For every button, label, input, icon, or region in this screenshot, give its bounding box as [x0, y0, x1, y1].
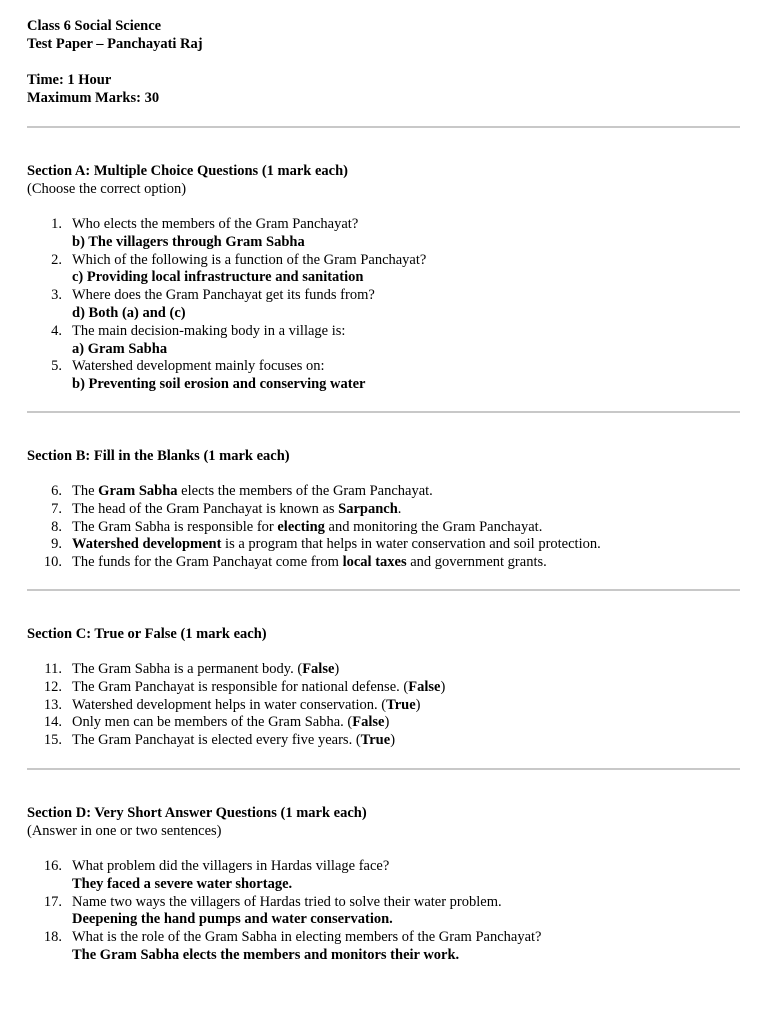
list-item	[27, 287, 740, 323]
statement-text: Watershed development helps in water conservation. (	[72, 696, 387, 713]
section-b	[27, 447, 740, 572]
true-false-answer: True	[386, 696, 416, 713]
section-a-note: (Choose the correct option)	[27, 181, 187, 197]
list-item	[27, 536, 740, 554]
item-number: 8.	[51, 518, 62, 535]
blank-answer: electing	[277, 518, 325, 535]
section-c-list	[27, 661, 740, 750]
list-item	[27, 929, 740, 965]
statement-text: The Gram Panchayat is elected every five years. (	[72, 732, 361, 749]
paper-header	[27, 17, 740, 107]
closing-paren: )	[384, 714, 390, 731]
list-item	[27, 216, 740, 252]
list-item	[27, 894, 740, 930]
section-c	[27, 625, 740, 750]
item-number: 3.	[51, 287, 62, 304]
sentence-end: is a program that helps in water conservation and soil protection.	[221, 536, 601, 553]
list-item	[27, 358, 740, 394]
closing-paren: )	[390, 732, 396, 749]
item-number: 5.	[51, 358, 62, 375]
true-false-answer: False	[352, 714, 385, 731]
list-item	[27, 714, 740, 732]
closing-paren: )	[440, 678, 446, 695]
blank-answer: local taxes	[342, 554, 407, 571]
statement-text: Only men can be members of the Gram Sabha. (	[72, 714, 353, 731]
marks-label: Maximum Marks: 30	[27, 90, 160, 106]
answer-text: a) Gram Sabha	[72, 340, 168, 357]
class-title: Class 6 Social Science	[27, 18, 162, 34]
blank-answer: Sarpanch	[338, 500, 398, 517]
sentence-start: The funds for the Gram Panchayat come from	[72, 554, 343, 571]
item-number: 18.	[43, 929, 62, 946]
answer-text: d) Both (a) and (c)	[72, 304, 186, 321]
answer-text: b) Preventing soil erosion and conserving water	[72, 376, 366, 393]
list-item	[27, 323, 740, 359]
question-text: What problem did the villagers in Hardas village face?	[72, 857, 390, 874]
item-number: 10.	[43, 554, 62, 571]
item-number: 2.	[51, 251, 62, 268]
item-number: 11.	[44, 660, 62, 677]
question-text: Where does the Gram Panchayat get its funds from?	[72, 287, 375, 304]
answer-text: The Gram Sabha elects the members and monitors their work.	[72, 946, 460, 963]
list-item	[27, 661, 740, 679]
section-c-title: Section C: True or False (1 mark each)	[27, 625, 267, 642]
sentence-end: and monitoring the Gram Panchayat.	[324, 518, 543, 535]
item-number: 1.	[51, 216, 62, 232]
question-text: Who elects the members of the Gram Panchayat?	[72, 216, 359, 232]
list-item	[27, 252, 740, 288]
closing-paren: )	[415, 696, 421, 713]
section-a	[27, 162, 740, 394]
question-text: Which of the following is a function of the Gram Panchayat?	[72, 251, 427, 268]
answer-text: They faced a severe water shortage.	[72, 875, 293, 892]
item-number: 13.	[43, 696, 62, 713]
statement-text: The Gram Panchayat is responsible for national defense. (	[72, 678, 409, 695]
answer-text: b) The villagers through Gram Sabha	[72, 233, 305, 250]
question-text: The main decision-making body in a village is:	[72, 322, 346, 339]
list-item	[27, 554, 740, 572]
list-item	[27, 732, 740, 750]
question-text: Name two ways the villagers of Hardas tried to solve their water problem.	[72, 893, 502, 910]
section-d-note: (Answer in one or two sentences)	[27, 822, 222, 839]
sentence-start: The head of the Gram Panchayat is known as	[72, 500, 339, 517]
true-false-answer: False	[408, 678, 441, 695]
item-number: 14.	[43, 714, 62, 731]
item-number: 15.	[43, 732, 62, 749]
item-number: 7.	[51, 500, 62, 517]
answer-text: c) Providing local infrastructure and sanitation	[72, 269, 364, 286]
blank-answer: Gram Sabha	[98, 482, 178, 499]
true-false-answer: False	[302, 660, 335, 677]
statement-text: The Gram Sabha is a permanent body. (	[72, 660, 303, 677]
list-item	[27, 697, 740, 715]
sentence-end: .	[397, 500, 402, 517]
item-number: 16.	[43, 857, 62, 874]
list-item	[27, 519, 740, 537]
section-b-title: Section B: Fill in the Blanks (1 mark each)	[27, 447, 290, 464]
list-item	[27, 501, 740, 519]
list-item	[27, 858, 740, 894]
time-label: Time: 1 Hour	[27, 72, 112, 88]
true-false-answer: True	[360, 732, 391, 749]
paper-title: Test Paper – Panchayati Raj	[27, 36, 203, 52]
sentence-end: elects the members of the Gram Panchayat.	[177, 482, 433, 499]
sentence-start: The Gram Sabha is responsible for	[72, 518, 278, 535]
list-item	[27, 483, 740, 501]
blank-answer: Watershed development	[72, 536, 222, 553]
sentence-end: and government grants.	[406, 554, 547, 571]
section-a-title: Section A: Multiple Choice Questions (1 mark each)	[27, 163, 348, 179]
item-number: 12.	[43, 678, 62, 695]
question-text: What is the role of the Gram Sabha in electing members of the Gram Panchayat?	[72, 929, 542, 946]
item-number: 6.	[51, 482, 62, 499]
list-item	[27, 679, 740, 697]
question-text: Watershed development mainly focuses on:	[72, 358, 325, 375]
section-d-list	[27, 858, 740, 965]
answer-text: Deepening the hand pumps and water conservation.	[72, 911, 393, 928]
section-b-list	[27, 483, 740, 572]
closing-paren: )	[334, 660, 340, 677]
section-a-list	[27, 216, 740, 394]
sentence-start: The	[72, 482, 99, 499]
section-d	[27, 804, 740, 965]
item-number: 4.	[51, 322, 62, 339]
section-d-title: Section D: Very Short Answer Questions (1 mark each)	[27, 804, 367, 821]
item-number: 17.	[43, 893, 62, 910]
item-number: 9.	[51, 536, 62, 553]
